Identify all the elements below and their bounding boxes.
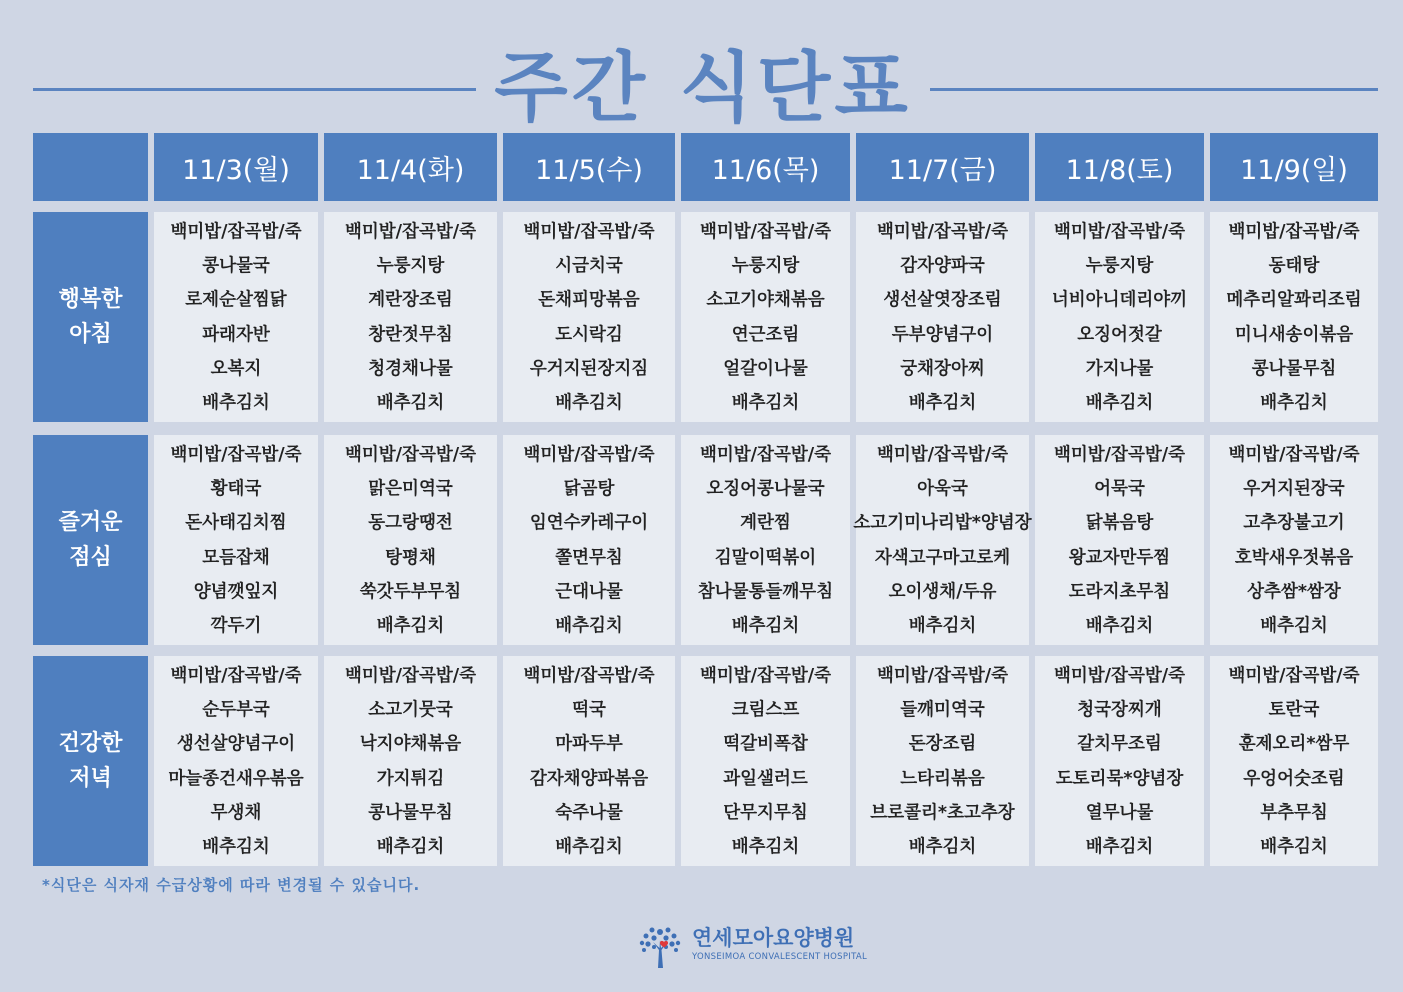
menu-item: 동그랑땡전 (368, 513, 453, 534)
menu-item: 돈장조림 (908, 734, 977, 755)
menu-item: 배추김치 (908, 615, 977, 636)
menu-item: 갈치무조림 (1077, 734, 1162, 755)
menu-item: 배추김치 (908, 392, 977, 413)
menu-cell (503, 212, 675, 422)
meal-label-line1: 즐거운 (58, 510, 123, 535)
menu-item: 콩나물무침 (368, 802, 453, 823)
menu-cell (1035, 656, 1204, 866)
menu-item: 누룽지탕 (731, 256, 800, 277)
menu-item: 가지튀김 (376, 768, 445, 789)
menu-item: 계란찜 (740, 513, 791, 534)
menu-item: 백미밥/잡곡밥/죽 (1053, 222, 1186, 242)
menu-item: 배추김치 (202, 836, 270, 857)
menu-item: 감자채양파볶음 (529, 768, 649, 789)
menu-item: 배추김치 (731, 392, 800, 413)
title-area (0, 40, 1403, 140)
menu-item: 탕평채 (385, 547, 436, 568)
menu-item: 고추장불고기 (1243, 513, 1345, 534)
menu-item: 얼갈이나물 (723, 358, 808, 379)
menu-item: 시금치국 (555, 256, 623, 277)
menu-item: 오이생채/두유 (888, 581, 997, 602)
meal-label-line2: 아침 (69, 322, 112, 347)
menu-item: 소고기미나리밥*양념장 (853, 513, 1032, 534)
menu-item: 낙지야채볶음 (359, 734, 462, 755)
menu-cell (853, 435, 1032, 645)
menu-item: 계란장조림 (368, 290, 453, 311)
menu-item: 배추김치 (202, 392, 270, 413)
menu-item: 누룽지탕 (1085, 256, 1154, 277)
menu-cell (681, 212, 850, 422)
menu-item: 소고기뭇국 (368, 700, 453, 721)
logo-subtitle: YONSEIMOA CONVALESCENT HOSPITAL (692, 952, 868, 962)
menu-item: 부추무침 (1260, 802, 1328, 823)
menu-item: 자색고구마고로케 (874, 547, 1011, 568)
menu-item: 배추김치 (555, 836, 623, 857)
menu-item: 감자양파국 (900, 256, 985, 277)
menu-item: 참나물통들깨무침 (697, 581, 834, 602)
menu-item: 청국장찌개 (1077, 700, 1162, 721)
menu-item: 배추김치 (731, 615, 800, 636)
page-title: 주간 식단표 (494, 43, 912, 132)
menu-item: 배추김치 (376, 836, 445, 857)
meal-label-line1: 행복한 (58, 287, 123, 312)
menu-item: 백미밥/잡곡밥/죽 (170, 222, 302, 242)
menu-cell (503, 435, 675, 645)
menu-item: 배추김치 (1085, 615, 1154, 636)
menu-item: 황태국 (210, 479, 262, 500)
menu-item: 배추김치 (1260, 392, 1328, 413)
menu-item: 돈사태김치찜 (185, 513, 287, 534)
menu-item: 백미밥/잡곡밥/죽 (523, 445, 655, 465)
menu-item: 백미밥/잡곡밥/죽 (1228, 445, 1360, 465)
menu-item: 열무나물 (1085, 802, 1154, 823)
menu-item: 도토리묵*양념장 (1055, 768, 1184, 789)
menu-item: 콩나물무침 (1251, 358, 1337, 379)
menu-item: 마늘종건새우볶음 (168, 768, 304, 789)
menu-item: 느타리볶음 (900, 768, 985, 789)
menu-cell (1210, 212, 1378, 422)
menu-cell (681, 435, 850, 645)
menu-item: 백미밥/잡곡밥/죽 (1053, 445, 1186, 465)
menu-item: 백미밥/잡곡밥/죽 (876, 666, 1009, 686)
menu-item: 숙주나물 (555, 802, 623, 823)
menu-item: 배추김치 (1260, 615, 1328, 636)
menu-item: 백미밥/잡곡밥/죽 (699, 222, 832, 242)
menu-item: 배추김치 (376, 615, 445, 636)
menu-item: 파래자반 (202, 324, 270, 345)
menu-item: 백미밥/잡곡밥/죽 (1228, 666, 1360, 686)
menu-item: 너비아니데리야끼 (1051, 290, 1188, 311)
menu-cell (154, 212, 318, 422)
menu-item: 호박새우젓볶음 (1234, 547, 1354, 568)
menu-item: 떡갈비폭찹 (723, 734, 808, 755)
meal-label-line2: 점심 (69, 545, 112, 570)
menu-item: 상추쌈*쌈장 (1247, 581, 1341, 602)
menu-cell (1035, 435, 1204, 645)
header-corner (33, 133, 148, 201)
meal-label (33, 435, 148, 645)
footnote: *식단은 식자재 수급상황에 따라 변경될 수 있습니다. (42, 876, 421, 894)
meal-label-line1: 건강한 (58, 731, 123, 756)
menu-item: 어묵국 (1094, 479, 1145, 500)
menu-item: 백미밥/잡곡밥/죽 (344, 445, 477, 465)
menu-item: 닭볶음탕 (1085, 513, 1154, 534)
day-header: 11/5(수) (503, 133, 675, 201)
menu-item: 백미밥/잡곡밥/죽 (876, 445, 1009, 465)
menu-item: 창란젓무침 (368, 324, 453, 345)
menu-item: 근대나물 (555, 581, 623, 602)
menu-item: 우거지된장지짐 (529, 358, 649, 379)
menu-item: 쑥갓두부무침 (359, 581, 462, 602)
menu-cell (324, 435, 497, 645)
menu-item: 도라지초무침 (1068, 581, 1171, 602)
menu-item: 백미밥/잡곡밥/죽 (699, 666, 832, 686)
menu-item: 백미밥/잡곡밥/죽 (344, 666, 477, 686)
menu-item: 메추리알꽈리조림 (1226, 290, 1362, 311)
menu-item: 백미밥/잡곡밥/죽 (344, 222, 477, 242)
menu-item: 배추김치 (555, 392, 623, 413)
menu-item: 배추김치 (1085, 392, 1154, 413)
menu-item: 오징어젓갈 (1077, 324, 1162, 345)
menu-cell (324, 656, 497, 866)
menu-item: 가지나물 (1085, 358, 1154, 379)
menu-item: 김말이떡볶이 (714, 547, 817, 568)
menu-item: 크림스프 (731, 700, 800, 721)
meal-label (33, 656, 148, 866)
menu-cell (503, 656, 675, 866)
menu-item: 누룽지탕 (376, 256, 445, 277)
menu-item: 무생채 (210, 802, 262, 823)
title-rule-right (930, 88, 1378, 91)
meal-label-line2: 저녁 (69, 766, 112, 791)
day-header: 11/8(토) (1035, 133, 1204, 201)
menu-item: 맑은미역국 (368, 479, 453, 500)
menu-item: 소고기야채볶음 (706, 290, 825, 311)
menu-item: 토란국 (1268, 700, 1320, 721)
menu-item: 브로콜리*초고추장 (870, 802, 1015, 823)
menu-item: 배추김치 (908, 836, 977, 857)
menu-item: 백미밥/잡곡밥/죽 (523, 666, 655, 686)
menu-item: 백미밥/잡곡밥/죽 (876, 222, 1009, 242)
menu-item: 모듬잡채 (202, 547, 270, 568)
menu-item: 우엉어숫조림 (1243, 768, 1345, 789)
menu-item: 백미밥/잡곡밥/죽 (1053, 666, 1186, 686)
menu-item: 순두부국 (202, 700, 270, 721)
menu-item: 백미밥/잡곡밥/죽 (699, 445, 832, 465)
menu-item: 두부양념구이 (891, 324, 994, 345)
menu-item: 양념깻잎지 (193, 581, 279, 602)
day-header: 11/4(화) (324, 133, 497, 201)
menu-item: 배추김치 (1260, 836, 1328, 857)
menu-item: 동태탕 (1268, 256, 1320, 277)
menu-item: 배추김치 (555, 615, 623, 636)
menu-item: 생선살양념구이 (176, 734, 296, 755)
menu-item: 훈제오리*쌈무 (1238, 734, 1350, 755)
menu-item: 배추김치 (731, 836, 800, 857)
menu-item: 떡국 (572, 700, 606, 721)
menu-item: 쫄면무침 (555, 547, 623, 568)
menu-item: 돈채피망볶음 (538, 290, 640, 311)
meal-label (33, 212, 148, 422)
logo-name: 연세모아요양병원 (692, 926, 855, 950)
hospital-logo (634, 920, 868, 972)
menu-item: 단무지무침 (723, 802, 808, 823)
menu-item: 임연수카레구이 (529, 513, 649, 534)
menu-item: 미니새송이볶음 (1234, 324, 1354, 345)
tree-heart-icon (634, 920, 686, 972)
menu-cell (1210, 656, 1378, 866)
menu-cell (681, 656, 850, 866)
menu-item: 생선살엿장조림 (883, 290, 1002, 311)
day-header: 11/3(월) (154, 133, 318, 201)
menu-item: 오징어콩나물국 (706, 479, 825, 500)
menu-item: 아욱국 (917, 479, 968, 500)
menu-cell (154, 435, 318, 645)
menu-item: 오복지 (210, 358, 262, 379)
menu-item: 배추김치 (1085, 836, 1154, 857)
menu-item: 배추김치 (376, 392, 445, 413)
menu-item: 백미밥/잡곡밥/죽 (170, 445, 302, 465)
menu-item: 연근조림 (731, 324, 800, 345)
menu-item: 청경채나물 (368, 358, 453, 379)
menu-item: 궁채장아찌 (900, 358, 985, 379)
menu-item: 마파두부 (555, 734, 623, 755)
menu-cell (856, 212, 1029, 422)
menu-cell (154, 656, 318, 866)
menu-cell (1210, 435, 1378, 645)
menu-cell (856, 656, 1029, 866)
menu-item: 우거지된장국 (1243, 479, 1345, 500)
menu-item: 과일샐러드 (723, 768, 808, 789)
menu-cell (1035, 212, 1204, 422)
menu-item: 백미밥/잡곡밥/죽 (1228, 222, 1360, 242)
day-header: 11/7(금) (856, 133, 1029, 201)
menu-item: 콩나물국 (202, 256, 270, 277)
day-header: 11/9(일) (1210, 133, 1378, 201)
menu-item: 닭곰탕 (563, 479, 615, 500)
day-header: 11/6(목) (681, 133, 850, 201)
menu-item: 들깨미역국 (900, 700, 985, 721)
menu-item: 로제순살찜닭 (185, 290, 287, 311)
menu-item: 백미밥/잡곡밥/죽 (523, 222, 655, 242)
menu-item: 왕교자만두찜 (1068, 547, 1171, 568)
menu-item: 도시락김 (555, 324, 623, 345)
menu-cell (324, 212, 497, 422)
title-rule-left (33, 88, 476, 91)
menu-item: 깍두기 (210, 615, 262, 636)
menu-item: 백미밥/잡곡밥/죽 (170, 666, 302, 686)
